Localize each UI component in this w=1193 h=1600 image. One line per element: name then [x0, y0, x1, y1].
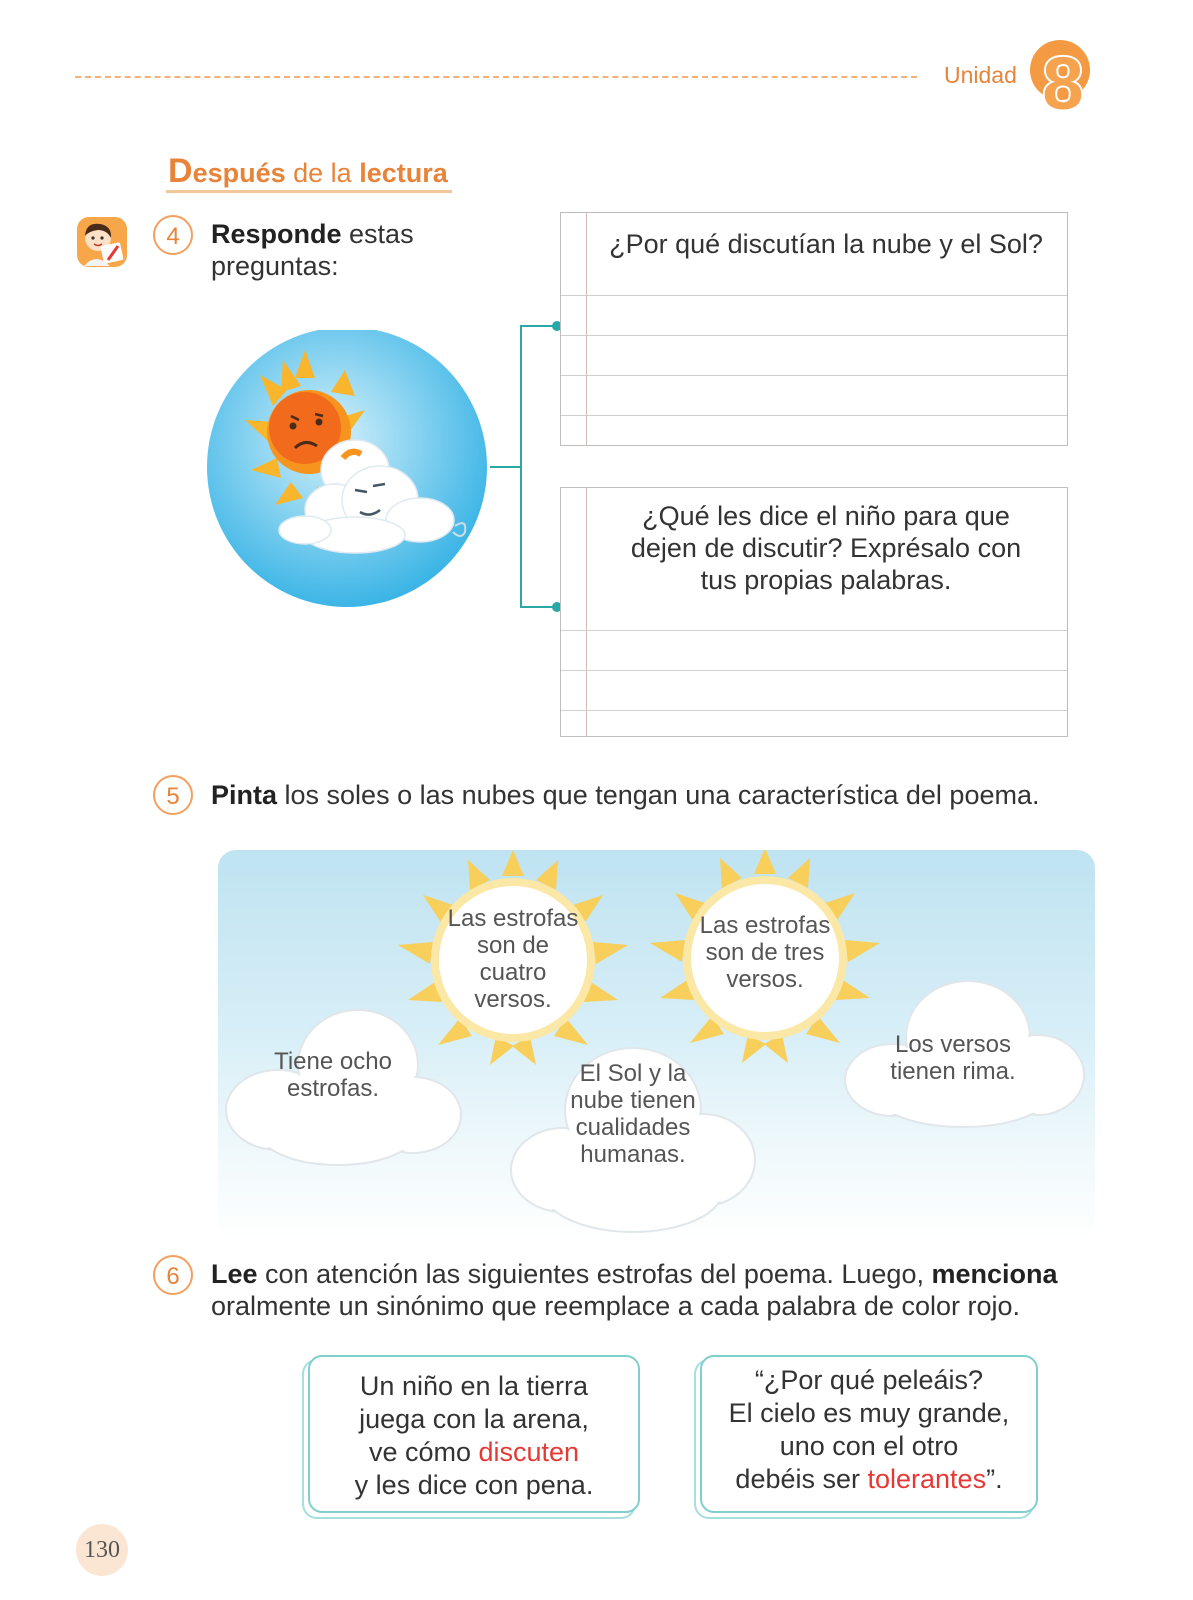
highlighted-word-discuten: discuten [478, 1437, 580, 1467]
page-number: 130 [76, 1524, 128, 1576]
question-number-5: 5 [153, 775, 193, 815]
unit-number: 8 [1042, 42, 1084, 116]
unit-label: Unidad [944, 62, 1017, 88]
cloud-option-1-label: Tiene ocho estrofas. [274, 1048, 392, 1102]
section-title-underline [166, 190, 452, 193]
cloud-option-3-label: Los versos tienen rima. [890, 1031, 1016, 1085]
ruled-line [561, 335, 1067, 336]
notebook-margin-line [586, 213, 587, 445]
question-number-6: 6 [153, 1255, 193, 1295]
poem-1-line-1: Un niño en la tierra [359, 1371, 589, 1401]
poem-2-line-4: debéis ser tolerantes”. [735, 1464, 1003, 1494]
sky-panel [218, 850, 1095, 1240]
poem-1-line-3: ve cómo discuten [368, 1437, 580, 1467]
question-4-instruction: Responde estas preguntas: [211, 219, 414, 281]
ruled-line [561, 710, 1067, 711]
poem-card-2 [700, 1355, 1038, 1513]
poem-1-line-4: y les dice con pena. [354, 1470, 594, 1500]
poem-2-line-2: El cielo es muy grande, [728, 1398, 1010, 1428]
question-number-4: 4 [153, 215, 193, 255]
answer-box-2-prompt: ¿Qué les dice el niño para que dejen de discutir? Exprésalo con tus propias palabras. [630, 501, 1022, 595]
sun-option-2-label: Las estrofas son de tres versos. [699, 912, 831, 993]
poem-card-1 [308, 1355, 640, 1513]
question-6-instruction: Lee con atención las siguientes estrofas del poema. Luego, menciona oralmente un sinónimo que reemplace a cada palabra de color rojo. [211, 1259, 1058, 1321]
poem-1-line-2: juega con la arena, [359, 1404, 589, 1434]
sun-option-1-label: Las estrofas son de cuatro versos. [447, 905, 579, 1013]
question-5-instruction: Pinta los soles o las nubes que tengan una característica del poema. [211, 780, 1040, 810]
section-title: Después de la lectura [168, 152, 448, 190]
connector-line-vertical [520, 325, 522, 608]
poem-2-line-3: uno con el otro [779, 1431, 959, 1461]
answer-box-2[interactable] [560, 487, 1068, 737]
ruled-line [561, 415, 1067, 416]
answer-box-1[interactable] [560, 212, 1068, 446]
girl-writing-icon [76, 216, 128, 268]
cloud-option-2-label: El Sol y la nube tienen cualidades humanas. [570, 1060, 696, 1168]
ruled-line [561, 375, 1067, 376]
unit-number-badge [1030, 36, 1096, 116]
poem-2-line-1: “¿Por qué peleáis? [754, 1365, 984, 1395]
ruled-line [561, 630, 1067, 631]
header-dashed-line [75, 76, 917, 78]
ruled-line [561, 295, 1067, 296]
highlighted-word-tolerantes: tolerantes [867, 1464, 987, 1494]
notebook-margin-line [586, 488, 587, 736]
sun-and-cloud-illustration [205, 330, 495, 610]
connector-line-horizontal [490, 466, 522, 468]
answer-box-1-prompt: ¿Por qué discutían la nube y el Sol? [609, 229, 1043, 259]
ruled-line [561, 670, 1067, 671]
